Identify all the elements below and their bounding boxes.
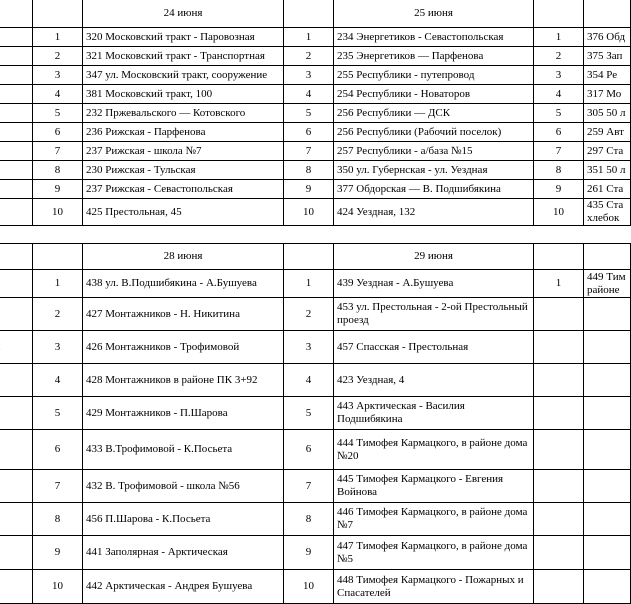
number-cell: 9 <box>33 180 83 199</box>
table-row <box>0 161 631 180</box>
date-header-row <box>0 244 631 270</box>
number-cell <box>534 536 584 570</box>
address-cell: 424 Уездная, 132 <box>334 199 534 226</box>
left-cell <box>0 331 33 364</box>
date-header: 24 июня <box>83 0 284 28</box>
table-row <box>0 180 631 199</box>
number-cell: 2 <box>534 47 584 66</box>
number-cell: 1 <box>33 28 83 47</box>
address-cell: 429 Монтажников - П.Шарова <box>83 397 284 430</box>
address-cell: 375 Зап <box>584 47 631 66</box>
blank-cell <box>284 244 334 270</box>
number-cell: 10 <box>284 199 334 226</box>
number-cell <box>534 397 584 430</box>
number-cell: 7 <box>534 142 584 161</box>
address-cell: 381 Московский тракт, 100 <box>83 85 284 104</box>
number-cell: 1 <box>33 270 83 298</box>
address-cell: 256 Республики (Рабочий поселок) <box>334 123 534 142</box>
table-row <box>0 503 631 536</box>
address-cell: 347 ул. Московский тракт, сооружение <box>83 66 284 85</box>
left-cell <box>0 123 33 142</box>
left-cell <box>0 503 33 536</box>
table-row <box>0 199 631 226</box>
left-cell <box>0 270 33 298</box>
number-cell: 8 <box>284 503 334 536</box>
address-cell: 457 Спасская - Престольная <box>334 331 534 364</box>
address-cell <box>584 570 631 604</box>
number-cell: 6 <box>284 430 334 470</box>
table-row <box>0 270 631 298</box>
number-cell <box>534 298 584 331</box>
number-cell: 5 <box>284 104 334 123</box>
number-cell: 3 <box>534 66 584 85</box>
table-row <box>0 570 631 604</box>
address-cell: 305 50 л <box>584 104 631 123</box>
number-cell <box>534 470 584 503</box>
left-cell <box>0 298 33 331</box>
left-cell <box>0 397 33 430</box>
number-cell <box>534 503 584 536</box>
left-cell <box>0 470 33 503</box>
address-cell: 425 Престольная, 45 <box>83 199 284 226</box>
address-cell: 448 Тимофея Кармацкого - Пожарных и Спасателей <box>334 570 534 604</box>
number-cell: 10 <box>33 570 83 604</box>
address-cell: 259 Авт <box>584 123 631 142</box>
blank-cell <box>83 226 284 244</box>
table-row <box>0 104 631 123</box>
blank-cell <box>0 0 33 28</box>
number-cell: 6 <box>33 123 83 142</box>
left-cell <box>0 142 33 161</box>
table-row <box>0 28 631 47</box>
blank-cell <box>534 244 584 270</box>
blank-cell <box>584 244 631 270</box>
address-cell <box>584 430 631 470</box>
left-cell <box>0 536 33 570</box>
number-cell: 1 <box>284 28 334 47</box>
blank-cell <box>284 226 334 244</box>
number-cell: 10 <box>534 199 584 226</box>
number-cell: 10 <box>284 570 334 604</box>
address-cell: 449 Тим районе <box>584 270 631 298</box>
number-cell: 1 <box>534 270 584 298</box>
address-cell: 438 ул. В.Подшибякина - А.Бушуева <box>83 270 284 298</box>
number-cell: 6 <box>33 430 83 470</box>
address-cell: 236 Рижская - Парфенова <box>83 123 284 142</box>
address-cell: 234 Энергетиков - Севастопольская <box>334 28 534 47</box>
address-cell: 256 Республики — ДСК <box>334 104 534 123</box>
spacer-row <box>0 226 631 244</box>
blank-cell <box>0 226 33 244</box>
number-cell: 4 <box>33 364 83 397</box>
number-cell: 9 <box>534 180 584 199</box>
left-cell <box>0 570 33 604</box>
number-cell: 4 <box>534 85 584 104</box>
address-cell: 447 Тимофея Кармацкого, в районе дома №5 <box>334 536 534 570</box>
left-cell <box>0 161 33 180</box>
address-cell: 442 Арктическая - Андрея Бушуева <box>83 570 284 604</box>
table-row <box>0 536 631 570</box>
number-cell: 3 <box>33 66 83 85</box>
table-row <box>0 470 631 503</box>
address-cell: 443 Арктическая - Василия Подшибякина <box>334 397 534 430</box>
blank-cell <box>0 244 33 270</box>
address-cell: 297 Ста <box>584 142 631 161</box>
address-cell: 423 Уездная, 4 <box>334 364 534 397</box>
table-row <box>0 397 631 430</box>
address-cell <box>584 397 631 430</box>
number-cell: 5 <box>33 104 83 123</box>
address-cell: 257 Республики - а/база №15 <box>334 142 534 161</box>
table-row <box>0 85 631 104</box>
left-cell <box>0 430 33 470</box>
address-cell: 428 Монтажников в районе ПК 3+92 <box>83 364 284 397</box>
address-cell: 354 Ре <box>584 66 631 85</box>
number-cell: 9 <box>284 180 334 199</box>
number-cell: 2 <box>33 47 83 66</box>
number-cell: 8 <box>284 161 334 180</box>
address-cell: 433 В.Трофимовой - К.Посьета <box>83 430 284 470</box>
number-cell: 9 <box>33 536 83 570</box>
number-cell <box>534 430 584 470</box>
address-cell: 321 Московский тракт - Транспортная <box>83 47 284 66</box>
number-cell <box>534 364 584 397</box>
date-header-row <box>0 0 631 28</box>
number-cell: 1 <box>534 28 584 47</box>
table-row <box>0 331 631 364</box>
number-cell: 2 <box>33 298 83 331</box>
address-cell: 351 50 л <box>584 161 631 180</box>
blank-cell <box>334 226 534 244</box>
number-cell: 5 <box>534 104 584 123</box>
number-cell: 4 <box>284 85 334 104</box>
table-row <box>0 66 631 85</box>
left-cell <box>0 47 33 66</box>
address-cell <box>584 503 631 536</box>
number-cell: 3 <box>284 331 334 364</box>
left-cell <box>0 28 33 47</box>
blank-cell <box>33 0 83 28</box>
number-cell: 4 <box>284 364 334 397</box>
left-cell <box>0 180 33 199</box>
number-cell: 5 <box>284 397 334 430</box>
left-cell <box>0 104 33 123</box>
number-cell: 7 <box>284 142 334 161</box>
number-cell: 10 <box>33 199 83 226</box>
number-cell: 2 <box>284 298 334 331</box>
table-row <box>0 298 631 331</box>
blank-cell <box>534 0 584 28</box>
blank-cell <box>33 244 83 270</box>
table-row <box>0 142 631 161</box>
number-cell: 4 <box>33 85 83 104</box>
number-cell: 3 <box>33 331 83 364</box>
address-cell: 426 Монтажников - Трофимовой <box>83 331 284 364</box>
address-cell: 237 Рижская - Севастопольская <box>83 180 284 199</box>
left-cell <box>0 66 33 85</box>
blank-cell <box>584 226 631 244</box>
address-cell: 453 ул. Престольная - 2-ой Престольный проезд <box>334 298 534 331</box>
date-header: 28 июня <box>83 244 284 270</box>
date-header: 25 июня <box>334 0 534 28</box>
blank-cell <box>534 226 584 244</box>
address-cell <box>584 536 631 570</box>
table-row <box>0 47 631 66</box>
number-cell: 3 <box>284 66 334 85</box>
address-cell: 445 Тимофея Кармацкого - Евгения Войнова <box>334 470 534 503</box>
address-cell <box>584 298 631 331</box>
number-cell <box>534 570 584 604</box>
address-cell: 446 Тимофея Кармацкого, в районе дома №7 <box>334 503 534 536</box>
address-cell: 350 ул. Губернская - ул. Уездная <box>334 161 534 180</box>
address-cell <box>584 470 631 503</box>
number-cell: 7 <box>33 470 83 503</box>
number-cell: 9 <box>284 536 334 570</box>
table-row <box>0 430 631 470</box>
address-cell: 237 Рижская - школа №7 <box>83 142 284 161</box>
number-cell: 8 <box>33 161 83 180</box>
address-cell: 320 Московский тракт - Паровозная <box>83 28 284 47</box>
date-header: 29 июня <box>334 244 534 270</box>
address-cell: 230 Рижская - Тульская <box>83 161 284 180</box>
address-cell: 441 Заполярная - Арктическая <box>83 536 284 570</box>
left-cell <box>0 199 33 226</box>
number-cell: 7 <box>33 142 83 161</box>
left-cell <box>0 85 33 104</box>
table-row <box>0 364 631 397</box>
blank-cell <box>584 0 631 28</box>
address-cell: 439 Уездная - А.Бушуева <box>334 270 534 298</box>
address-cell: 456 П.Шарова - К.Посьета <box>83 503 284 536</box>
number-cell: 5 <box>33 397 83 430</box>
address-cell: 427 Монтажников - Н. Никитина <box>83 298 284 331</box>
left-cell <box>0 364 33 397</box>
address-cell: 377 Обдорская — В. Подшибякина <box>334 180 534 199</box>
number-cell: 8 <box>33 503 83 536</box>
table-row <box>0 123 631 142</box>
number-cell: 7 <box>284 470 334 503</box>
address-cell: 435 Ста хлебок <box>584 199 631 226</box>
number-cell <box>534 331 584 364</box>
address-cell: 255 Республики - путепровод <box>334 66 534 85</box>
blank-cell <box>33 226 83 244</box>
address-cell: 432 В. Трофимовой - школа №56 <box>83 470 284 503</box>
number-cell: 1 <box>284 270 334 298</box>
address-cell: 254 Республики - Новаторов <box>334 85 534 104</box>
address-cell: 317 Мо <box>584 85 631 104</box>
address-cell: 376 Обд <box>584 28 631 47</box>
number-cell: 6 <box>534 123 584 142</box>
address-cell: 444 Тимофея Кармацкого, в районе дома №20 <box>334 430 534 470</box>
address-cell: 261 Ста <box>584 180 631 199</box>
address-cell <box>584 331 631 364</box>
address-cell <box>584 364 631 397</box>
number-cell: 8 <box>534 161 584 180</box>
number-cell: 2 <box>284 47 334 66</box>
number-cell: 6 <box>284 123 334 142</box>
address-cell: 232 Пржевальского — Котовского <box>83 104 284 123</box>
blank-cell <box>284 0 334 28</box>
address-cell: 235 Энергетиков — Парфенова <box>334 47 534 66</box>
